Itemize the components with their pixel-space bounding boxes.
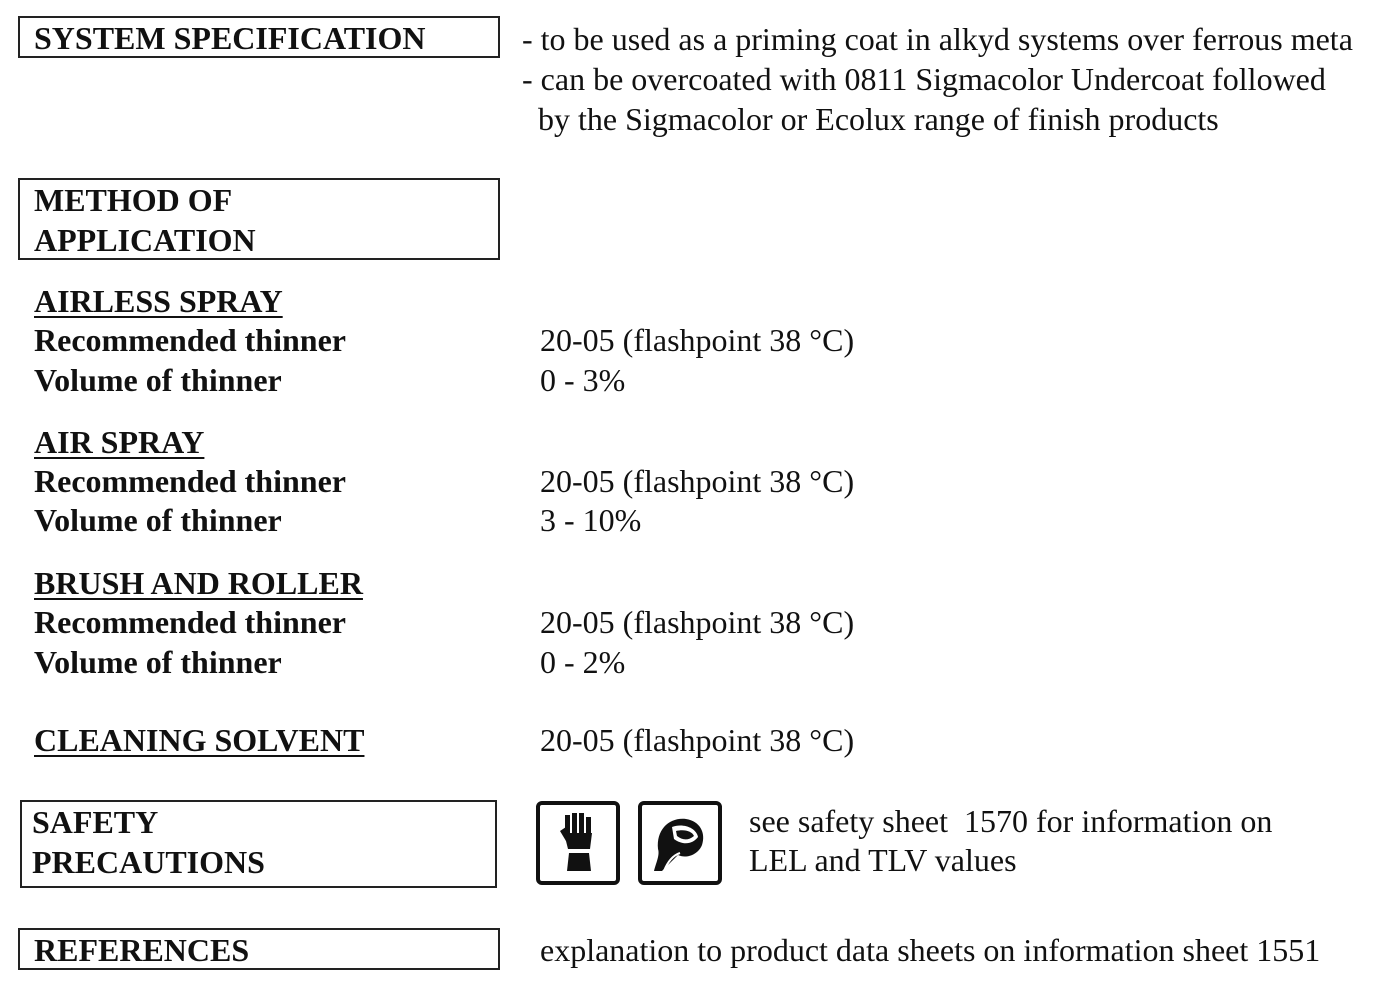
airless-volume-value: 0 - 3% [540,362,626,398]
method-heading-line-1: METHOD OF [34,182,233,218]
system-spec-heading: SYSTEM SPECIFICATION [34,20,426,56]
system-spec-heading-box [18,16,500,58]
face-mask-icon [638,801,722,885]
method-heading-line-2: APPLICATION [34,222,256,258]
brush-volume-label: Volume of thinner [34,644,282,680]
references-heading: REFERENCES [34,932,250,968]
cleaning-solvent-value: 20-05 (flashpoint 38 °C) [540,722,855,758]
safety-text-line-2: LEL and TLV values [749,842,1017,878]
glove-icon [536,801,620,885]
brush-thinner-value: 20-05 (flashpoint 38 °C) [540,604,855,640]
safety-heading-line-1: SAFETY [32,804,159,840]
air-thinner-value: 20-05 (flashpoint 38 °C) [540,463,855,499]
system-spec-line-3: by the Sigmacolor or Ecolux range of finish products [522,101,1219,137]
air-volume-value: 3 - 10% [540,502,642,538]
airless-thinner-value: 20-05 (flashpoint 38 °C) [540,322,855,358]
cleaning-solvent-title: CLEANING SOLVENT [34,722,365,758]
system-spec-line-1: - to be used as a priming coat in alkyd systems over ferrous meta [522,21,1353,57]
air-volume-label: Volume of thinner [34,502,282,538]
air-spray-title: AIR SPRAY [34,424,205,460]
references-text: explanation to product data sheets on information sheet 1551 [540,932,1321,968]
airless-thinner-label: Recommended thinner [34,322,346,358]
references-heading-box [18,928,500,970]
safety-text-line-1: see safety sheet 1570 for information on [749,803,1273,839]
brush-thinner-label: Recommended thinner [34,604,346,640]
method-heading-box [18,178,500,260]
safety-heading-line-2: PRECAUTIONS [32,844,265,880]
air-thinner-label: Recommended thinner [34,463,346,499]
system-spec-line-2: - can be overcoated with 0811 Sigmacolor Undercoat followed [522,61,1326,97]
brush-volume-value: 0 - 2% [540,644,626,680]
airless-spray-title: AIRLESS SPRAY [34,283,283,319]
brush-roller-title: BRUSH AND ROLLER [34,565,363,601]
airless-volume-label: Volume of thinner [34,362,282,398]
safety-heading-box [20,800,497,888]
